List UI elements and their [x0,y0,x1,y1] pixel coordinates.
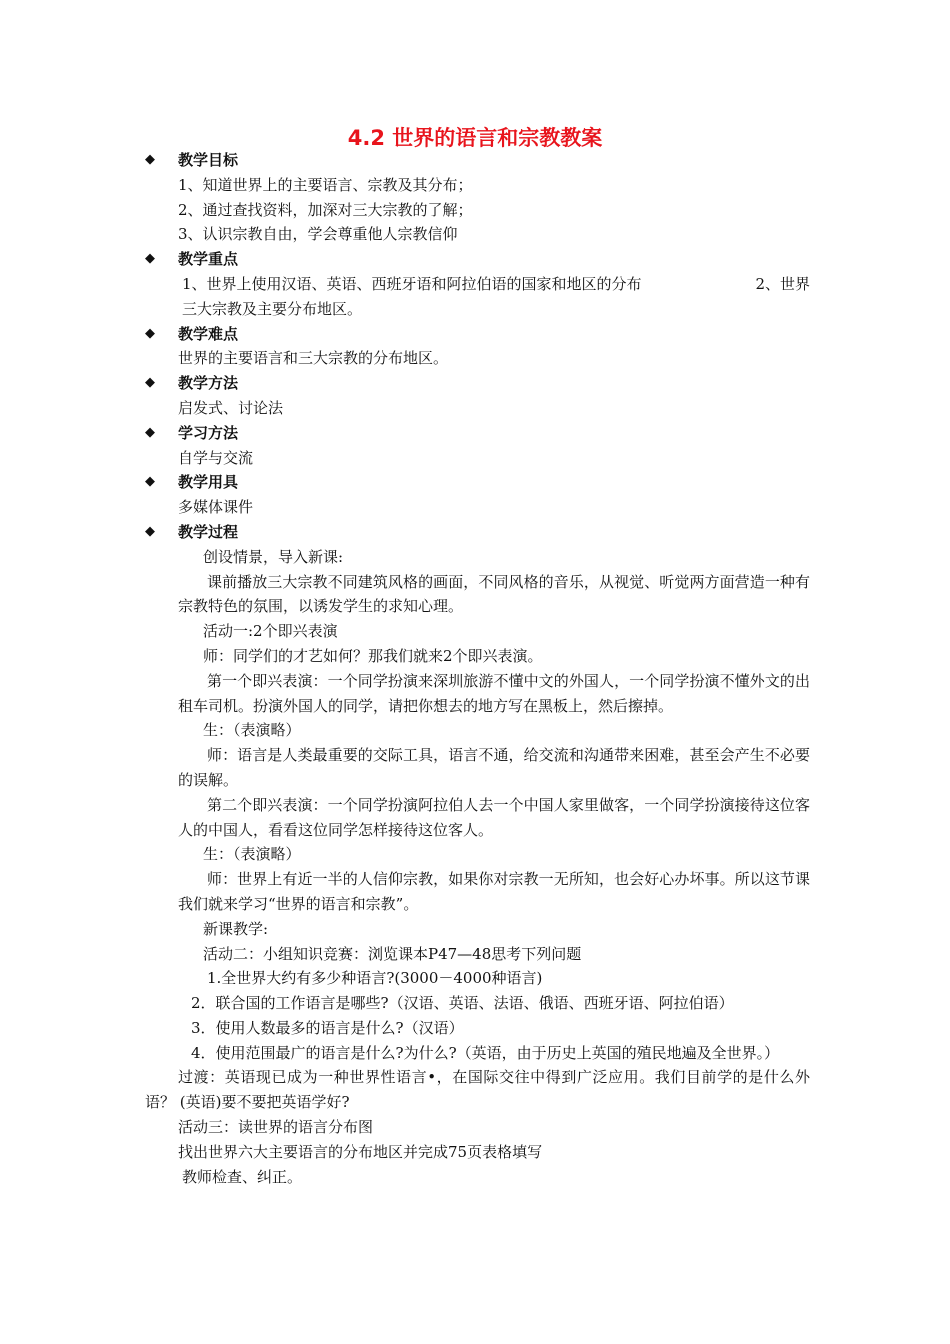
goal-item: 3、认识宗教自由，学会尊重他人宗教信仰 [178,225,458,244]
process-paragraph: 新课教学: [203,919,269,938]
difficulty-text: 世界的主要语言和三大宗教的分布地区。 [178,349,449,368]
focus-line-2: 三大宗教及主要分布地区。 [182,299,363,318]
question-item: 2．联合国的工作语言是哪些?（汉语、英语、法语、俄语、西班牙语、阿拉伯语） [191,994,734,1013]
process-paragraph: 活动一:2个即兴表演 [203,622,338,641]
process-paragraph: 第二个即兴表演：一个同学扮演阿拉伯人去一个中国人家里做客，一个同学扮演接待这位客人的中国人，看看这位同学怎样接待这位客人。 [178,795,810,839]
activity-paragraph: 活动三：读世界的语言分布图 [178,1118,374,1137]
question-item: 4．使用范围最广的语言是什么?为什么?（英语，由于历史上英国的殖民地遍及全世界。） [191,1043,780,1062]
section-heading-focus: ◆ 教学重点 [145,247,810,272]
process-paragraph: 活动二：小组知识竞赛：浏览课本P47—48思考下列问题 [203,944,582,963]
transition-paragraph: 过渡：英语现已成为一种世界性语言•，在国际交往中得到广泛应用。我们目前学的是什么外语？ (英语)要不要把英语学好? [145,1068,810,1112]
process-paragraph: 生：（表演略） [203,721,301,740]
question-item: 3．使用人数最多的语言是什么?（汉语） [191,1018,464,1037]
section-heading-tools: ◆ 教学用具 [145,470,810,495]
diamond-bullet-icon: ◆ [145,474,155,490]
process-paragraph: 师：世界上有近一半的人信仰宗教，如果你对宗教一无所知，也会好心办坏事。所以这节课我们就来学习“世界的语言和宗教”。 [178,870,810,913]
diamond-bullet-icon: ◆ [145,325,155,341]
diamond-bullet-icon: ◆ [145,251,155,267]
goal-item: 2、通过查找资料，加深对三大宗教的了解； [178,200,473,219]
process-paragraph: 第一个即兴表演：一个同学扮演来深圳旅游不懂中文的外国人，一个同学扮演不懂外文的出租车司机。扮演外国人的同学，请把你想去的地方写在黑板上，然后擦掉。 [178,671,810,715]
section-heading-process: ◆ 教学过程 [145,520,810,545]
document-body [145,148,810,1189]
activity-paragraph: 教师检查、纠正。 [182,1167,303,1186]
section-heading-difficulty: ◆ 教学难点 [145,322,810,347]
section-heading-method: ◆ 教学方法 [145,371,810,396]
learning-text: 自学与交流 [178,448,254,467]
process-paragraph: 师：语言是人类最重要的交际工具，语言不通，给交流和沟通带来困难，甚至会产生不必要的误解。 [178,746,810,789]
diamond-bullet-icon: ◆ [145,523,155,539]
process-paragraph: 师：同学们的才艺如何？那我们就来2个即兴表演。 [203,646,543,665]
focus-line: 1、世界上使用汉语、英语、西班牙语和阿拉伯语的国家和地区的分布 2、世界 [182,274,810,293]
question-item: 1.全世界大约有多少种语言?(3000－4000种语言) [207,969,543,988]
diamond-bullet-icon: ◆ [145,424,155,440]
page-title: 4.2 世界的语言和宗教教案 [347,126,603,150]
goal-item: 1、知道世界上的主要语言、宗教及其分布； [178,175,473,194]
activity-paragraph: 找出世界六大主要语言的分布地区并完成75页表格填写 [178,1142,543,1161]
process-paragraph: 创设情景，导入新课: [203,547,344,566]
method-text: 启发式、讨论法 [178,398,284,417]
diamond-bullet-icon: ◆ [145,375,155,391]
process-paragraph: 课前播放三大宗教不同建筑风格的画面，不同风格的音乐，从视觉、听觉两方面营造一种有宗教特色的氛围，以诱发学生的求知心理。 [178,572,810,616]
diamond-bullet-icon: ◆ [145,152,155,167]
tools-text: 多媒体课件 [178,498,254,517]
section-heading-goals: ◆ 教学目标 [145,148,810,173]
section-heading-learning: ◆ 学习方法 [145,421,810,446]
process-paragraph: 生：（表演略） [203,845,301,864]
